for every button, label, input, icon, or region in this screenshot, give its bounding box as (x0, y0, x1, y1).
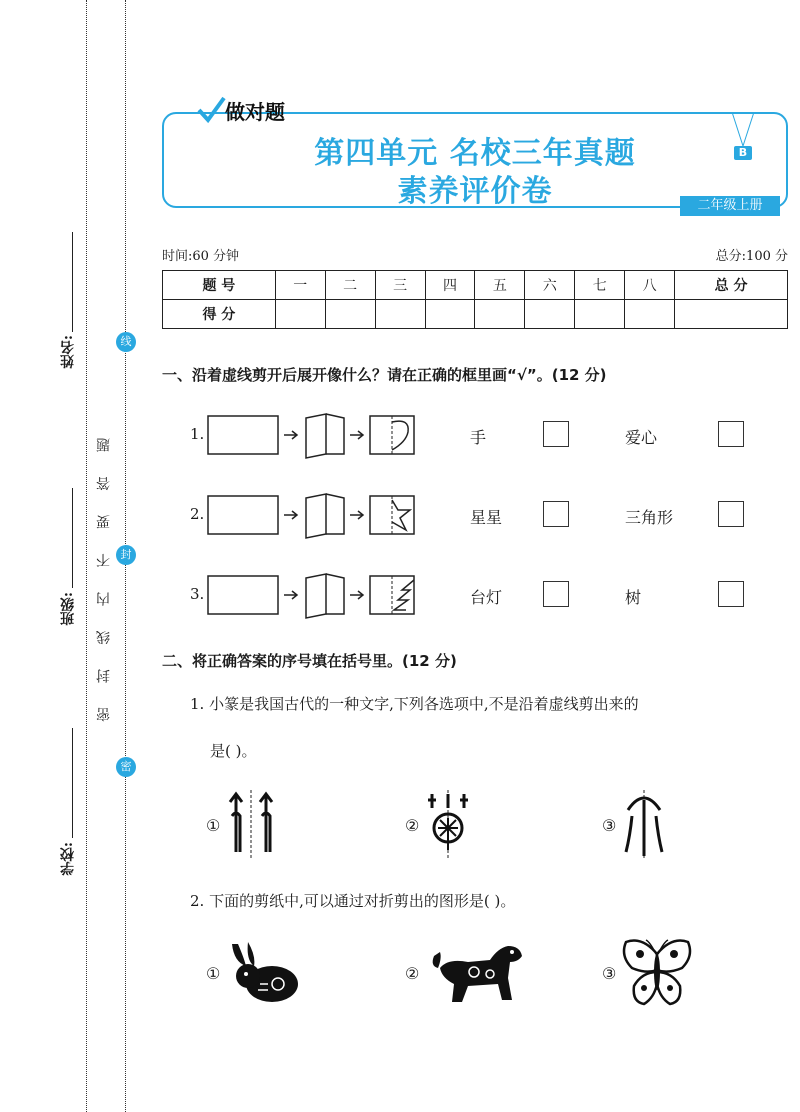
class-blank[interactable] (72, 488, 73, 588)
score-cell[interactable] (375, 300, 425, 329)
item-3-option-b: 树 (625, 588, 642, 607)
q2-option-2-mark: ② (405, 964, 420, 983)
question-2-text: 2. 下面的剪纸中,可以通过对折剪出的图形是( )。 (190, 892, 516, 910)
seal-mi: 密 (116, 757, 136, 777)
score-header-cell: 一 (275, 271, 325, 300)
banner-title-line1: 第四单元 名校三年真题 (314, 136, 636, 171)
fold-cut-tree-figure (206, 570, 418, 622)
cut-line-outer (86, 0, 87, 1112)
brand-tag: 做对题 (225, 100, 285, 124)
q1-option-1-mark: ① (206, 816, 221, 835)
score-cell[interactable] (525, 300, 575, 329)
q2-option-3-mark: ③ (602, 964, 617, 983)
seal-script-glyph-2 (426, 790, 470, 860)
item-3-option-a: 台灯 (470, 588, 503, 607)
item-2-checkbox-b[interactable] (718, 501, 744, 527)
butterfly-papercut-image (620, 936, 694, 1010)
score-header-cell: 三 (375, 271, 425, 300)
time-limit: 时间:60 分钟 (162, 249, 240, 264)
score-cell[interactable] (675, 300, 788, 329)
item-2-checkbox-a[interactable] (543, 501, 569, 527)
section-1-title: 一、沿着虚线剪开后展开像什么？请在正确的框里画“√”。(12 分) (162, 366, 607, 384)
version-badge: B (734, 146, 752, 160)
question-1-line-1: 1. 小篆是我国古代的一种文字,下列各选项中,不是沿着虚线剪出来的 (190, 695, 639, 713)
item-3-number: 3. (190, 585, 205, 603)
score-table (162, 270, 788, 329)
item-3-checkbox-a[interactable] (543, 581, 569, 607)
class-label: 班级: (60, 592, 76, 626)
seal-script-glyph-3 (622, 790, 666, 860)
name-blank[interactable] (72, 232, 73, 332)
title-banner (162, 112, 788, 208)
score-cell[interactable] (475, 300, 525, 329)
fold-cut-star-figure (206, 490, 418, 542)
check-mark-icon (196, 96, 226, 126)
question-1-line-2: 是( )。 (210, 742, 257, 760)
school-label: 学校: (60, 842, 76, 876)
dog-papercut-image (428, 938, 524, 1008)
item-2-option-a: 星星 (470, 508, 503, 527)
school-blank[interactable] (72, 728, 73, 838)
score-header-cell: 六 (525, 271, 575, 300)
no-answer-notice: 密 封 线 内 不 要 答 题 (96, 428, 112, 722)
grade-label: 二年级上册 (680, 196, 780, 216)
hang-tag-icon (728, 112, 758, 148)
item-3-checkbox-b[interactable] (718, 581, 744, 607)
banner-title-line2: 素养评价卷 (397, 174, 553, 209)
score-cell[interactable] (325, 300, 375, 329)
seal-xian: 线 (116, 332, 136, 352)
item-2-number: 2. (190, 505, 205, 523)
score-cell[interactable] (625, 300, 675, 329)
item-1-checkbox-a[interactable] (543, 421, 569, 447)
rabbit-papercut-image (228, 940, 300, 1006)
score-cell[interactable] (425, 300, 475, 329)
total-score: 总分:100 分 (715, 249, 788, 264)
name-label: 姓名: (60, 335, 76, 369)
score-cell[interactable] (575, 300, 625, 329)
score-table-score-row (163, 300, 788, 329)
score-table-header-row (163, 271, 788, 300)
score-header-cell: 八 (625, 271, 675, 300)
score-header-cell: 五 (475, 271, 525, 300)
score-header-cell: 题 号 (163, 271, 276, 300)
score-header-cell: 总 分 (675, 271, 788, 300)
item-2-option-b: 三角形 (625, 508, 674, 527)
q2-option-1-mark: ① (206, 964, 221, 983)
item-1-checkbox-b[interactable] (718, 421, 744, 447)
fold-cut-heart-figure (206, 410, 418, 462)
item-1-option-a: 手 (470, 428, 487, 447)
seal-feng: 封 (116, 545, 136, 565)
score-header-cell: 二 (325, 271, 375, 300)
section-2-title: 二、将正确答案的序号填在括号里。(12 分) (162, 652, 457, 670)
item-1-number: 1. (190, 425, 205, 443)
item-1-option-b: 爱心 (625, 428, 658, 447)
score-cell[interactable] (275, 300, 325, 329)
score-header-cell: 四 (425, 271, 475, 300)
q1-option-3-mark: ③ (602, 816, 617, 835)
seal-script-glyph-1 (226, 790, 276, 860)
score-header-cell: 七 (575, 271, 625, 300)
q1-option-2-mark: ② (405, 816, 420, 835)
score-row-label: 得 分 (163, 300, 276, 329)
